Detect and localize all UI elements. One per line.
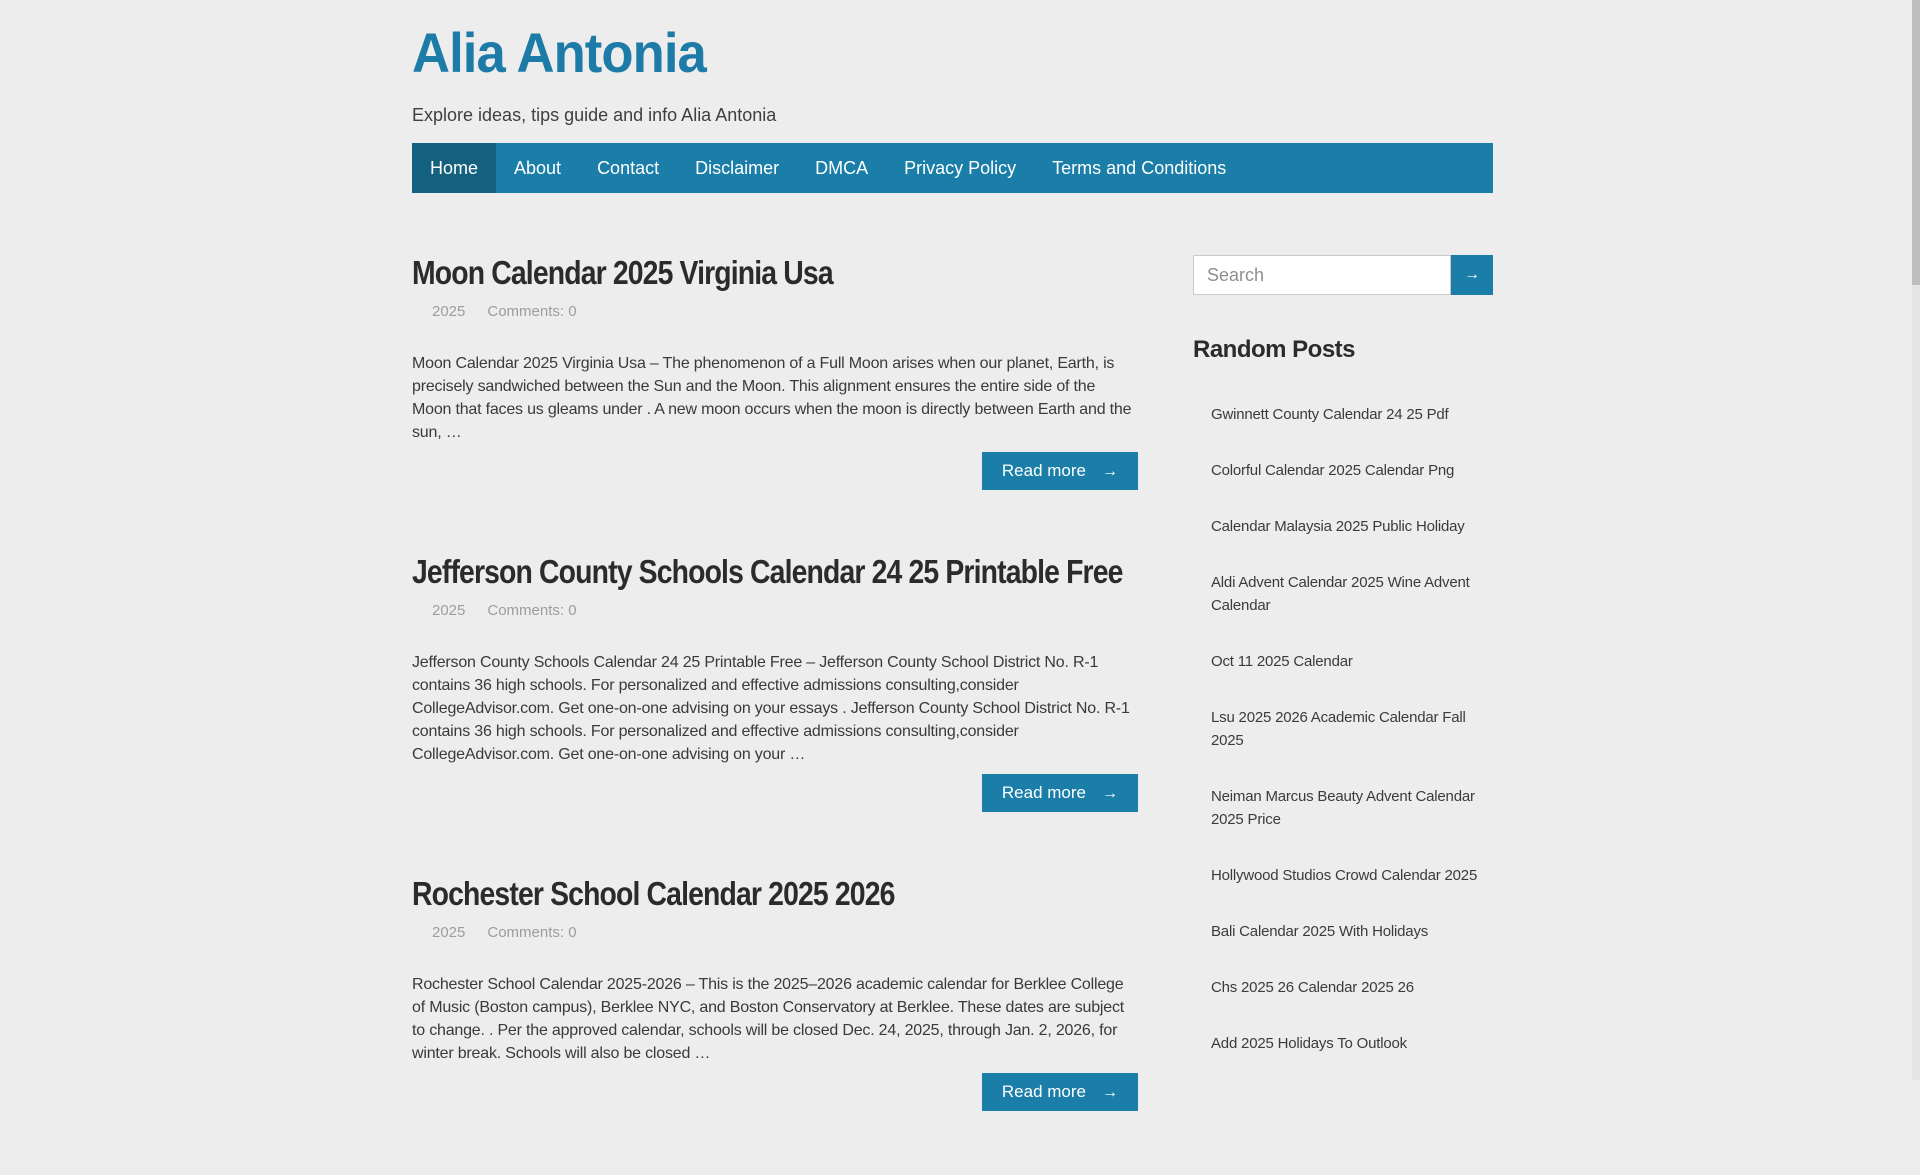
post-category-link[interactable]: 2025: [432, 303, 466, 320]
nav-item-label[interactable]: DMCA: [815, 158, 869, 178]
post-excerpt: Moon Calendar 2025 Virginia Usa – The phenomenon of a Full Moon arises when our planet, Earth, is precisely sandwiched between the Sun and the Moon. This alignment ensures the entire side of the Moon that faces us gleams under . A new moon occurs when the moon is directly between Earth and the sun, …: [412, 355, 1132, 441]
post: [412, 876, 1138, 1111]
arrow-right-icon: →: [1464, 266, 1480, 283]
read-more-button[interactable]: [982, 452, 1138, 490]
post-title[interactable]: Jefferson County Schools Calendar 24 25 Printable Free: [412, 553, 1123, 590]
random-post-link[interactable]: Calendar Malaysia 2025 Public Holiday: [1211, 518, 1465, 535]
read-more-label: Read more: [1001, 461, 1086, 480]
nav-item-label[interactable]: About: [514, 158, 562, 178]
random-post-link[interactable]: Chs 2025 26 Calendar 2025 26: [1211, 979, 1414, 996]
nav-item[interactable]: [412, 143, 496, 193]
read-more-row: [412, 452, 1138, 490]
page: [412, 0, 1493, 1175]
post-comments-count[interactable]: Comments: 0: [487, 924, 577, 941]
arrow-right-icon: →: [1102, 1084, 1118, 1101]
random-post-link[interactable]: Aldi Advent Calendar 2025 Wine Advent Calendar: [1211, 574, 1470, 614]
arrow-right-icon: →: [1102, 785, 1118, 802]
read-more-row: [412, 1073, 1138, 1111]
post: [412, 255, 1138, 490]
arrow-right-icon: →: [1102, 463, 1118, 480]
post-meta: [412, 602, 1138, 619]
post-title[interactable]: Rochester School Calendar 2025 2026: [412, 875, 895, 912]
nav-item[interactable]: [1034, 143, 1244, 193]
read-more-label: Read more: [1001, 783, 1086, 802]
sidebar: [1193, 255, 1493, 1175]
post-excerpt: Rochester School Calendar 2025-2026 – This is the 2025–2026 academic calendar for Berklee College of Music (Boston campus), Berklee NYC, and Boston Conservatory at Berklee. These dates are subject to change. . Per the approved calendar, schools will be closed Dec. 24, 2025, through Jan. 2, 2026, for winter break. Schools will also be closed …: [412, 976, 1125, 1062]
post: [412, 554, 1138, 812]
random-posts-list: [1193, 403, 1493, 1055]
random-post-item: [1193, 571, 1493, 617]
random-post-item: [1193, 403, 1493, 426]
read-more-label: Read more: [1001, 1082, 1086, 1101]
random-posts-widget: [1193, 337, 1493, 1055]
search-submit-button[interactable]: [1451, 255, 1493, 295]
random-post-link[interactable]: Lsu 2025 2026 Academic Calendar Fall 2025: [1211, 709, 1466, 749]
random-post-item: [1193, 976, 1493, 999]
nav-item[interactable]: [677, 143, 797, 193]
random-post-link[interactable]: Add 2025 Holidays To Outlook: [1211, 1035, 1407, 1052]
random-post-item: [1193, 650, 1493, 673]
site-tagline: Explore ideas, tips guide and info Alia Antonia: [412, 105, 777, 125]
post-comments-count[interactable]: Comments: 0: [487, 602, 577, 619]
post-category-link[interactable]: 2025: [432, 924, 466, 941]
random-post-item: [1193, 920, 1493, 943]
nav-item-label[interactable]: Disclaimer: [695, 158, 780, 178]
search-input[interactable]: [1193, 255, 1451, 295]
random-post-link[interactable]: Oct 11 2025 Calendar: [1211, 653, 1353, 670]
scrollbar-track[interactable]: [1912, 0, 1920, 1080]
post-category-link[interactable]: 2025: [432, 602, 466, 619]
nav-item-label[interactable]: Home: [412, 143, 496, 193]
random-post-link[interactable]: Colorful Calendar 2025 Calendar Png: [1211, 462, 1455, 479]
random-post-item: [1193, 1032, 1493, 1055]
content-area: [412, 255, 1493, 1175]
post-meta: [412, 924, 1138, 941]
random-post-item: [1193, 706, 1493, 752]
nav-item[interactable]: [797, 143, 886, 193]
nav-item-label[interactable]: Privacy Policy: [904, 158, 1017, 178]
post-comments-count[interactable]: Comments: 0: [487, 303, 577, 320]
scrollbar-thumb[interactable]: [1912, 0, 1920, 285]
nav-item-label[interactable]: Terms and Conditions: [1052, 158, 1227, 178]
nav-item[interactable]: [579, 143, 677, 193]
random-post-link[interactable]: Gwinnett County Calendar 24 25 Pdf: [1211, 406, 1449, 423]
nav-item[interactable]: [496, 143, 579, 193]
post-title[interactable]: Moon Calendar 2025 Virginia Usa: [412, 254, 833, 291]
random-post-item: [1193, 785, 1493, 831]
read-more-button[interactable]: [982, 774, 1138, 812]
search-form: [1193, 255, 1493, 295]
random-post-item: [1193, 864, 1493, 887]
random-post-item: [1193, 515, 1493, 538]
read-more-button[interactable]: [982, 1073, 1138, 1111]
site-title[interactable]: Alia Antonia: [412, 21, 706, 84]
random-post-item: [1193, 459, 1493, 482]
random-post-link[interactable]: Bali Calendar 2025 With Holidays: [1211, 923, 1429, 940]
post-meta: [412, 303, 1138, 320]
main-nav-list: [412, 143, 1493, 193]
read-more-row: [412, 774, 1138, 812]
post-list: [412, 255, 1138, 1175]
post-excerpt: Jefferson County Schools Calendar 24 25 Printable Free – Jefferson County School District No. R-1 contains 36 high schools. For personalized and effective admissions consulting,consider CollegeAdvisor.com. Get one-on-one advising on your essays . Jefferson County School District No. R-1 contains 36 high schools. For personalized and effective admissions consulting,consider CollegeAdvisor.com. Get one-on-one advising on your …: [412, 654, 1130, 763]
random-post-link[interactable]: Hollywood Studios Crowd Calendar 2025: [1211, 867, 1478, 884]
random-post-link[interactable]: Neiman Marcus Beauty Advent Calendar 2025 Price: [1211, 788, 1475, 828]
random-posts-heading: Random Posts: [1193, 336, 1356, 363]
site-header: [412, 22, 1493, 126]
nav-item-label[interactable]: Contact: [597, 158, 660, 178]
main-nav: [412, 143, 1493, 193]
nav-item[interactable]: [886, 143, 1034, 193]
